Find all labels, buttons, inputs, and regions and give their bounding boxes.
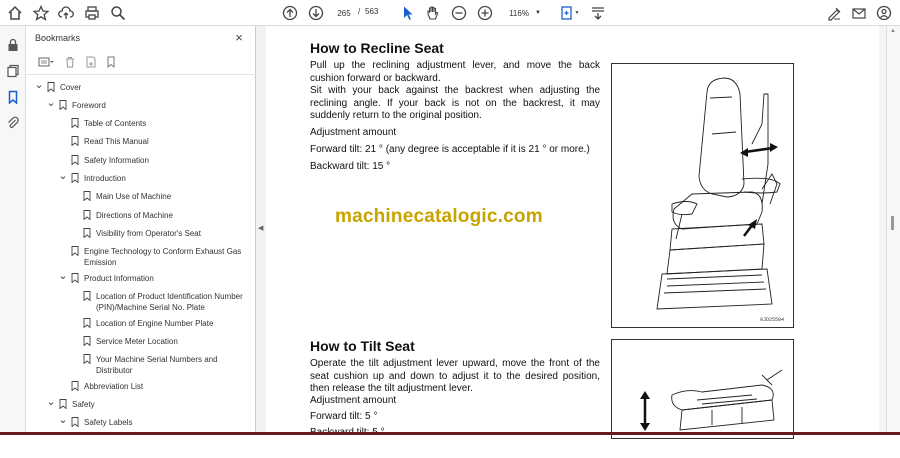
bookmark-item[interactable] [46, 96, 246, 111]
bookmark-icon [83, 291, 91, 301]
bookmark-label: Safety Information [84, 156, 149, 165]
scroll-up-icon[interactable]: ▲ [890, 28, 896, 34]
lock-icon[interactable] [4, 36, 22, 54]
zoom-level-dropdown[interactable] [503, 5, 547, 21]
section1-title: How to Recline Seat [310, 40, 444, 56]
section2-forward-tilt: Forward tilt: 5 ° [310, 411, 378, 422]
bookmark-icon[interactable] [4, 88, 22, 106]
bookmark-label: Service Meter Location [96, 337, 178, 346]
next-page-icon[interactable] [307, 4, 325, 22]
bookmark-label: Visibility from Operator's Seat [96, 229, 201, 238]
copy-pages-icon[interactable] [4, 62, 22, 80]
home-icon[interactable] [6, 4, 24, 22]
bookmark-icon [83, 336, 91, 346]
bookmark-item[interactable] [58, 246, 246, 268]
panel-divider [26, 74, 256, 75]
star-icon[interactable] [32, 4, 50, 22]
bookmark-label: Abbreviation List [84, 382, 144, 391]
bookmark-icon [71, 173, 79, 183]
bookmark-item[interactable] [58, 381, 246, 392]
mail-icon[interactable] [850, 4, 868, 22]
document-scrollbar[interactable] [886, 26, 900, 435]
chevron-down-icon: ▼ [534, 10, 541, 16]
bookmark-label: Engine Technology to Conform Exhaust Gas Emission [84, 247, 242, 267]
page-number-input[interactable]: 265 [337, 8, 351, 18]
bookmark-label: Table of Contents [84, 119, 147, 128]
fill-sign-icon[interactable] [825, 4, 843, 22]
search-icon[interactable] [109, 4, 127, 22]
bookmark-item[interactable] [58, 136, 246, 147]
bookmark-item[interactable] [70, 191, 246, 202]
watermark-text: machinecatalogic.com [335, 206, 543, 227]
bookmark-icon [71, 273, 79, 283]
pdf-page [266, 26, 879, 435]
collapse-arrow-icon[interactable]: ◀ [258, 225, 264, 232]
document-viewer [266, 26, 886, 435]
section1-forward-tilt: Forward tilt: 21 ° (any degree is acceptable if it is 21 ° or more.) [310, 144, 590, 155]
fit-dropdown-chevron-icon[interactable]: ▼ [574, 10, 580, 16]
section2-adjustment-label: Adjustment amount [310, 395, 397, 406]
bookmark-icon [71, 136, 79, 146]
bookmark-label: Foreword [72, 101, 106, 110]
bookmark-icon [71, 417, 79, 427]
previous-page-icon[interactable] [281, 4, 299, 22]
bookmark-icon [71, 381, 79, 391]
print-icon[interactable] [83, 4, 101, 22]
bookmark-tools [34, 55, 254, 71]
document-scrollbar-thumb[interactable] [891, 216, 894, 230]
bookmark-label: Your Machine Serial Numbers and Distributor [96, 355, 218, 375]
bookmark-item[interactable] [58, 269, 246, 284]
bookmark-label: Safety Labels [84, 418, 133, 427]
attachment-icon[interactable] [4, 114, 22, 132]
delete-bookmark-icon[interactable] [63, 55, 77, 69]
page-total: 563 [365, 7, 379, 16]
bookmark-label: Product Information [84, 274, 154, 283]
chevron-down-icon[interactable]: ⌄ [46, 395, 56, 408]
recline-seat-figure [611, 63, 794, 328]
section1-para2: Sit with your back against the backrest when adjusting the reclining angle. If your back is not on the backrest, it may suddenly return to the original position. [310, 85, 600, 121]
chevron-down-icon[interactable]: ⌄ [34, 78, 44, 91]
bookmark-icon [71, 155, 79, 165]
bookmark-icon [83, 228, 91, 238]
bookmark-item[interactable] [70, 228, 246, 239]
bookmark-item[interactable] [58, 169, 246, 184]
options-menu-icon[interactable] [36, 55, 56, 69]
left-tool-rail [0, 26, 26, 435]
bookmark-icon [71, 118, 79, 128]
bookmark-item[interactable] [70, 291, 246, 313]
bookmark-item[interactable] [70, 318, 246, 329]
seat-illustration-tilt [612, 340, 793, 438]
bookmark-icon [71, 246, 79, 256]
zoom-in-icon[interactable] [476, 4, 494, 22]
bookmark-label: Directions of Machine [96, 211, 173, 220]
bookmark-label: Read This Manual [84, 137, 149, 146]
bookmark-item[interactable] [58, 413, 246, 428]
zoom-out-icon[interactable] [450, 4, 468, 22]
close-icon[interactable]: × [235, 29, 243, 45]
zoom-level-value: 116% [509, 8, 529, 18]
seat-illustration-recline [612, 64, 793, 327]
figure-code: 9JD25504 [760, 317, 785, 323]
bookmark-label: Location of Engine Number Plate [96, 319, 214, 328]
bookmark-label: Cover [60, 83, 82, 92]
section1-backward-tilt: Backward tilt: 15 ° [310, 161, 391, 172]
bookmarks-panel [26, 26, 256, 435]
bookmark-icon [59, 399, 67, 409]
bookmark-icon [83, 191, 91, 201]
chevron-down-icon[interactable]: ⌄ [58, 169, 68, 182]
account-icon[interactable] [875, 4, 893, 22]
panel-splitter[interactable] [256, 26, 266, 435]
bookmark-item[interactable] [58, 155, 246, 166]
bookmark-icon [83, 318, 91, 328]
bookmark-icon [47, 82, 55, 92]
bookmark-icon [83, 354, 91, 364]
bookmark-item[interactable] [46, 395, 246, 410]
bookmark-item[interactable] [34, 78, 246, 93]
section2-title: How to Tilt Seat [310, 338, 415, 354]
section1-adjustment-label: Adjustment amount [310, 127, 397, 138]
section2-para1: Operate the tilt adjustment lever upward, move the front of the seat cushion up and down to adjust it to the desired position, then release the tilt adjustment lever. [310, 358, 600, 394]
panel-title: Bookmarks [35, 33, 81, 43]
bookmark-item[interactable] [70, 210, 246, 221]
bookmark-item[interactable] [58, 118, 246, 129]
bookmark-label: Introduction [84, 174, 126, 183]
bookmark-icon [83, 210, 91, 220]
section1-para1: Pull up the reclining adjustment lever, and move the back cushion forward or backward. [310, 60, 600, 84]
top-toolbar [0, 0, 900, 26]
chevron-down-icon[interactable]: ⌄ [46, 96, 56, 109]
chevron-down-icon[interactable]: ⌄ [58, 269, 68, 282]
chevron-down-icon[interactable]: ⌄ [58, 413, 68, 426]
bookmark-label: Main Use of Machine [96, 192, 172, 201]
bookmark-label: Safety [72, 400, 95, 409]
page-display-icon[interactable] [589, 4, 607, 22]
page-separator: / [358, 7, 361, 16]
tag-bookmark-icon[interactable] [104, 55, 118, 69]
tilt-seat-figure [611, 339, 794, 439]
cloud-upload-icon[interactable] [57, 4, 75, 22]
bookmark-icon [59, 100, 67, 110]
bookmark-label: Location of Product Identification Number (PIN)/Machine Serial No. Plate [96, 292, 243, 312]
hand-tool-icon[interactable] [424, 4, 442, 22]
select-cursor-icon[interactable] [399, 4, 417, 22]
bookmark-item[interactable] [70, 354, 246, 376]
new-bookmark-icon[interactable] [84, 55, 98, 69]
bookmark-item[interactable] [70, 336, 246, 347]
